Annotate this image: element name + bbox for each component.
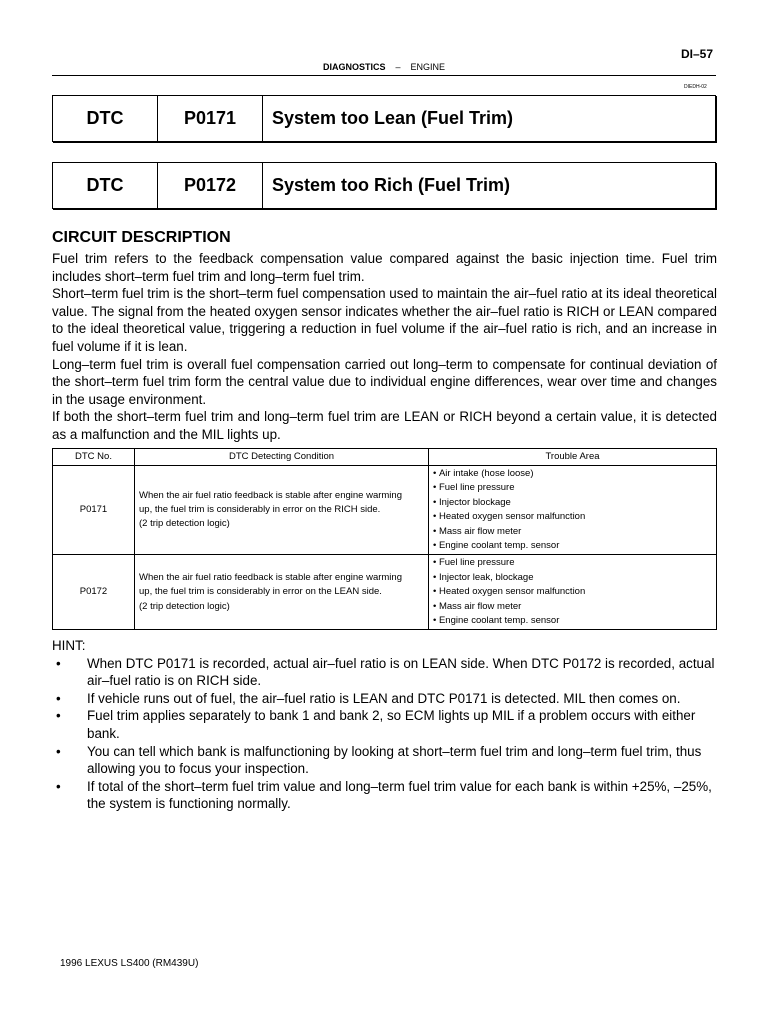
trouble-area-item: • Engine coolant temp. sensor (433, 614, 712, 628)
condition-line: When the air fuel ratio feedback is stable after engine warming (139, 489, 402, 501)
circuit-description-title: CIRCUIT DESCRIPTION (52, 229, 231, 246)
condition-line: (2 trip detection logic) (139, 518, 230, 530)
hint-text: Fuel trim applies separately to bank 1 and bank 2, so ECM lights up MIL if a problem occurs with either bank. (87, 708, 696, 741)
paragraph: Long–term fuel trim is overall fuel compensation carried out long–term to compensate for continual deviation of the short–term fuel trim form the central value due to individual engine differences, wear over time and changes in the usage environment. (52, 356, 717, 407)
table-header-row (53, 449, 717, 466)
trouble-area-item: • Fuel line pressure (433, 556, 712, 570)
paragraph: Fuel trim refers to the feedback compensation value compared against the basic injection time. Fuel trim includes short–term fuel trim and long–term fuel trim. (52, 251, 717, 284)
dtc-number-cell: P0172 (53, 555, 135, 630)
dtc-label: DTC (53, 163, 158, 208)
trouble-area-cell (429, 555, 717, 630)
dtc-code: P0172 (158, 163, 263, 208)
trouble-area-item: • Heated oxygen sensor malfunction (433, 585, 712, 599)
bullet: • (56, 778, 61, 794)
paragraph: Short–term fuel trim is the short–term fuel compensation used to maintain the air–fuel ratio at its ideal theoretical value. The signal from the heated oxygen sensor indicates whether the air–fuel ratio is RICH or LEAN compared to the ideal theoretical value, triggering a reduction in fuel volume if the air–fuel ratio is rich, and an increase in fuel volume if it is lean. (52, 286, 717, 354)
list-item (52, 778, 717, 813)
section-name: DIAGNOSTICS (322, 62, 386, 72)
hint-section (52, 637, 717, 813)
section-separator: – (395, 62, 401, 72)
hint-list (52, 655, 717, 813)
condition-line: up, the fuel trim is considerably in error on the RICH side. (139, 504, 381, 516)
subsection-name: ENGINE (410, 62, 446, 72)
trouble-area-item: • Injector leak, blockage (433, 571, 712, 585)
dtc-label: DTC (53, 96, 158, 141)
dtc-box-p0171 (52, 95, 716, 142)
column-header: Trouble Area (429, 449, 717, 466)
running-head (0, 62, 768, 72)
footer-text: 1996 LEXUS LS400 (RM439U) (60, 958, 199, 969)
condition-line: (2 trip detection logic) (139, 600, 230, 612)
condition-cell (135, 555, 429, 630)
page-number: DI–57 (681, 47, 714, 61)
paragraph: If both the short–term fuel trim and long–term fuel trim are LEAN or RICH beyond a certain value, it is detected as a malfunction and the MIL lights up. (52, 409, 717, 442)
column-header: DTC No. (53, 449, 135, 466)
dtc-box-p0172 (52, 162, 716, 209)
column-header: DTC Detecting Condition (135, 449, 429, 466)
trouble-area-item: • Air intake (hose loose) (433, 467, 712, 481)
doc-code: DIEDH-02 (684, 84, 707, 90)
list-item (52, 743, 717, 778)
list-item (52, 655, 717, 690)
trouble-area-item: • Heated oxygen sensor malfunction (433, 510, 712, 524)
trouble-table (52, 448, 717, 630)
trouble-area-item: • Mass air flow meter (433, 525, 712, 539)
trouble-area-item: • Engine coolant temp. sensor (433, 539, 712, 553)
bullet: • (56, 743, 61, 759)
condition-line: up, the fuel trim is considerably in error on the LEAN side. (139, 586, 382, 598)
hint-text: When DTC P0171 is recorded, actual air–fuel ratio is on LEAN side. When DTC P0172 is recorded, actual air–fuel ratio is on RICH side. (87, 655, 715, 689)
dtc-title: System too Lean (Fuel Trim) (272, 108, 514, 128)
list-item (52, 690, 717, 708)
list-item (52, 707, 717, 742)
circuit-description (52, 250, 717, 444)
bullet: • (56, 690, 61, 706)
table-row (53, 466, 717, 555)
hint-text: If total of the short–term fuel trim value and long–term fuel trim value for each bank is within +25%, –25%, the system is functioning normally. (87, 778, 712, 812)
dtc-code: P0171 (158, 96, 263, 141)
header-rule (52, 75, 716, 76)
bullet: • (56, 655, 61, 671)
hint-label: HINT: (52, 638, 86, 653)
trouble-area-item: • Mass air flow meter (433, 600, 712, 614)
trouble-area-item: • Injector blockage (433, 496, 712, 510)
dtc-number-cell: P0171 (53, 466, 135, 555)
table-row (53, 555, 717, 630)
trouble-area-cell (429, 466, 717, 555)
condition-line: When the air fuel ratio feedback is stable after engine warming (139, 571, 402, 583)
hint-text: You can tell which bank is malfunctioning by looking at short–term fuel trim and long–term fuel trim, thus allowing you to focus your inspection. (87, 743, 702, 777)
condition-cell (135, 466, 429, 555)
bullet: • (56, 708, 61, 724)
trouble-area-item: • Fuel line pressure (433, 481, 712, 495)
dtc-title: System too Rich (Fuel Trim) (272, 175, 511, 195)
hint-text: If vehicle runs out of fuel, the air–fuel ratio is LEAN and DTC P0171 is detected. MIL then comes on. (87, 690, 681, 706)
